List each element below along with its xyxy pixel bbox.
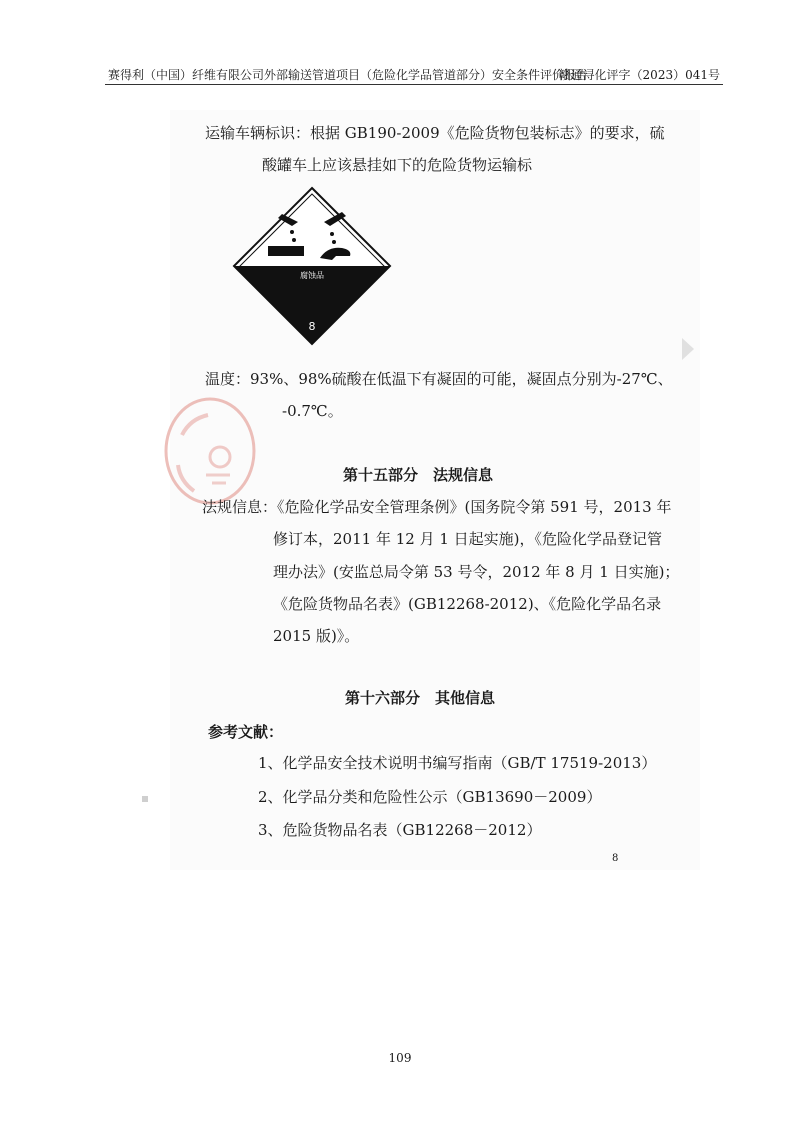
transport-line-1: 运输车辆标识：根据 GB190-2009《危险货物包装标志》的要求，硫	[205, 124, 665, 142]
sign-label: 腐蚀品	[300, 271, 324, 280]
transport-line-2: 酸罐车上应该悬挂如下的危险货物运输标	[262, 156, 533, 174]
references-label: 参考文献：	[208, 723, 284, 741]
sign-class-number: 8	[308, 320, 316, 333]
temperature-line-1: 温度：93%、98%硫酸在低温下有凝固的可能，凝固点分别为-27℃、	[205, 370, 673, 388]
section-16-title: 第十六部分 其他信息	[345, 689, 496, 707]
section-15-title: 第十五部分 法规信息	[343, 466, 494, 484]
header-divider	[105, 84, 723, 85]
header-report-number: 赣通浔化评字（2023）041号	[558, 68, 720, 82]
regulation-line: 《危险货物品名表》(GB12268-2012)、《危险化学品名录	[273, 595, 662, 613]
corrosive-hazard-sign	[232, 186, 392, 346]
reference-item: 3、危险货物品名表（GB12268－2012）	[258, 821, 542, 839]
scan-edge-arrow-icon	[680, 338, 696, 360]
reference-item: 1、化学品安全技术说明书编写指南（GB/T 17519-2013）	[258, 754, 657, 772]
scan-speck	[142, 796, 148, 802]
inner-page-number: 8	[612, 853, 619, 864]
company-seal-stamp	[160, 395, 256, 507]
reference-item: 2、化学品分类和危险性公示（GB13690－2009）	[258, 788, 602, 806]
page-number: 109	[388, 1051, 412, 1065]
regulation-line: 理办法》(安监总局令第 53 号令，2012 年 8 月 1 日实施)；	[273, 563, 680, 581]
regulation-line: 修订本，2011 年 12 月 1 日起实施)，《危险化学品登记管	[273, 530, 662, 548]
regulation-line: 法规信息：《危险化学品安全管理条例》(国务院令第 591 号，2013 年	[202, 498, 672, 516]
temperature-line-2: -0.7℃。	[282, 402, 343, 420]
regulation-line: 2015 版)》。	[273, 627, 360, 645]
header-title: 赛得利（中国）纤维有限公司外部输送管道项目（危险化学品管道部分）安全条件评价报告	[108, 68, 589, 82]
